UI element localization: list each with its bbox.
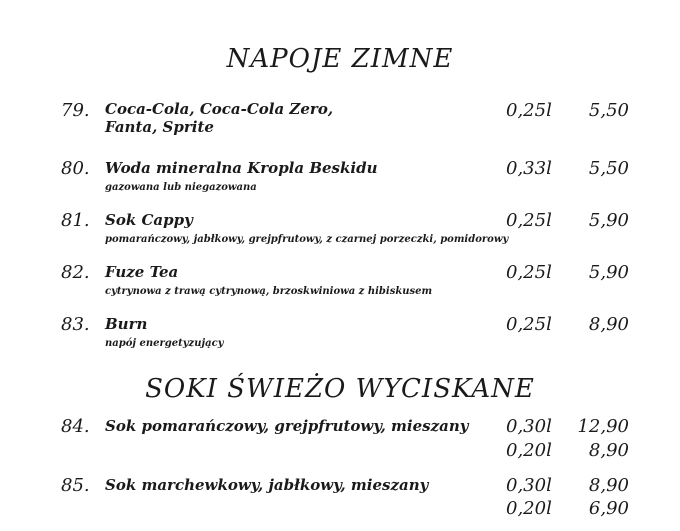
item-price: 8,90 (588, 314, 629, 335)
item-volume: 0,25l (506, 314, 552, 335)
item-name-line: Fanta, Sprite (105, 118, 214, 136)
item-volume: 0,25l (506, 210, 552, 231)
item-volume: 0,25l (506, 100, 552, 121)
item-volume: 0,25l (506, 262, 552, 283)
section-title-soki-swiezo-wyciskane: SOKI ŚWIEŻO WYCISKANE (145, 374, 535, 404)
item-description: cytrynowa z trawą cytrynową, brzoskwiniowa z hibiskusem (105, 286, 433, 297)
item-price: 5,50 (588, 100, 629, 121)
item-description: pomarańczowy, jabłkowy, grejpfrutowy, z czarnej porzeczki, pomidorowy (105, 234, 509, 245)
item-number: 80. (61, 158, 90, 179)
item-description: napój energetyzujący (105, 338, 224, 349)
item-number: 83. (61, 314, 90, 335)
item-volume: 0,33l (506, 158, 552, 179)
section-title-napoje-zimne: NAPOJE ZIMNE (226, 44, 454, 74)
item-name-line: Sok Cappy (105, 211, 193, 229)
item-price: 8,90 (588, 475, 629, 496)
item-name-line: Burn (105, 315, 148, 333)
item-number: 82. (61, 262, 90, 283)
item-number: 84. (61, 416, 90, 437)
item-volume: 0,30l (506, 475, 552, 496)
item-price: 12,90 (577, 416, 629, 437)
item-name-line: Sok pomarańczowy, grejpfrutowy, mieszany (105, 417, 469, 435)
item-number: 85. (61, 475, 90, 496)
item-price: 5,90 (588, 262, 629, 283)
item-number: 81. (61, 210, 90, 231)
item-name-line: Coca-Cola, Coca-Cola Zero, (105, 100, 334, 118)
item-price: 6,90 (588, 498, 629, 519)
item-name-line: Fuze Tea (105, 263, 179, 281)
item-number: 79. (61, 100, 90, 121)
item-volume: 0,30l (506, 416, 552, 437)
item-volume: 0,20l (506, 498, 552, 519)
item-volume: 0,20l (506, 440, 552, 461)
item-price: 5,90 (588, 210, 629, 231)
item-description: gazowana lub niegazowana (105, 182, 257, 193)
item-name-line: Sok marchewkowy, jabłkowy, mieszany (105, 476, 429, 494)
item-name-line: Woda mineralna Kropla Beskidu (105, 159, 378, 177)
item-price: 5,50 (588, 158, 629, 179)
item-price: 8,90 (588, 440, 629, 461)
